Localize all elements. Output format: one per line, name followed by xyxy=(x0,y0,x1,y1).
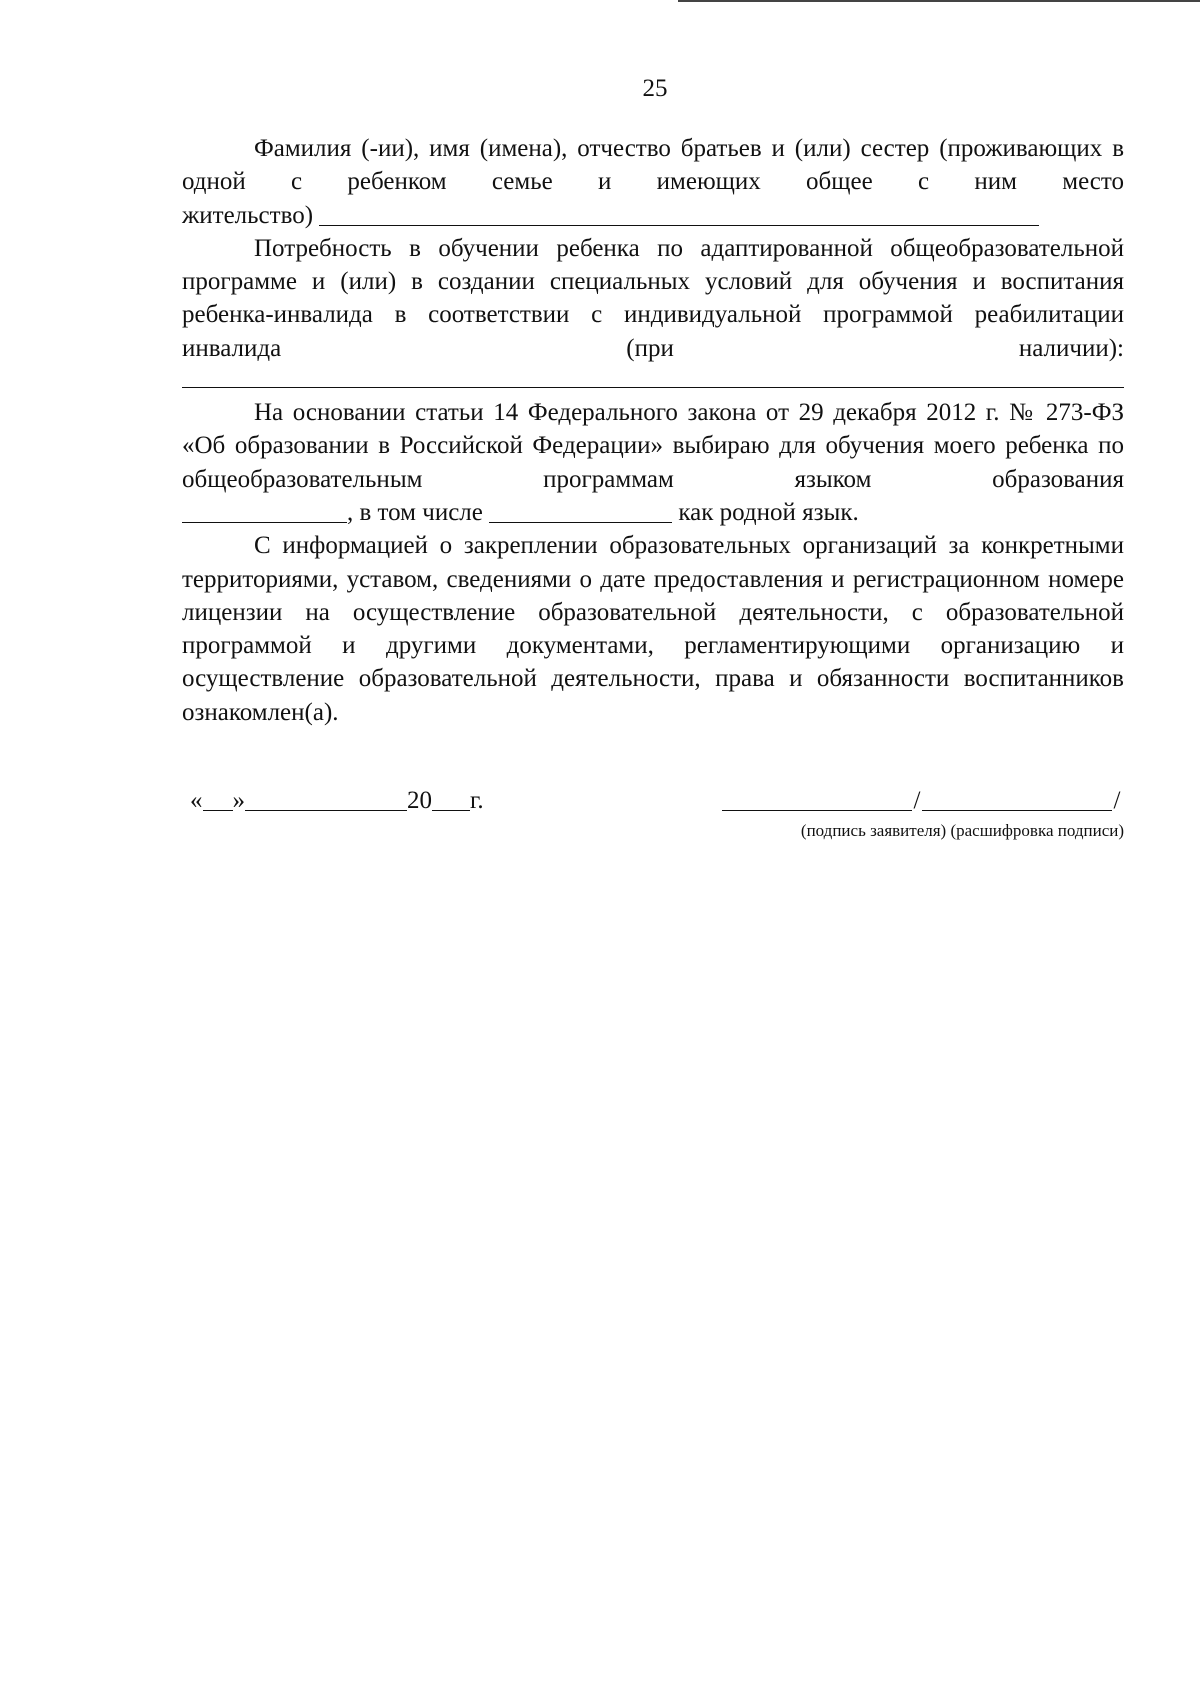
year-field[interactable] xyxy=(432,786,470,811)
signature-field[interactable] xyxy=(722,786,912,811)
language-mid-text: , в том числе xyxy=(347,498,483,526)
date-close-quote: » xyxy=(232,787,245,814)
info-paragraph: С информацией о закреплении образовательных организаций за конкретными территориями, уставом, сведениями о дате предоставления и регистрационном номере лицензии на осуществление образовательной деятельности, с образовательной программой и другими документами, регламентирующими организацию и осуществление образовательной деятельности, права и обязанности воспитанников ознакомлен(а). xyxy=(182,532,1124,726)
signature-separator: / xyxy=(913,787,921,814)
language-paragraph: На основании статьи 14 Федерального закона от 29 декабря 2012 г. № 273-ФЗ «Об образовании в Российской Федерации» выбираю для обучения моего ребенка по общеобразовательным программам языком образования xyxy=(182,399,1124,493)
page-number: 25 xyxy=(642,75,668,102)
education-language-field[interactable] xyxy=(182,498,347,523)
siblings-paragraph: Фамилия (-ии), имя (имена), отчество братьев и (или) сестер (проживающих в одной с ребенком семье и имеющих общее с ним место xyxy=(182,135,1124,196)
siblings-paragraph-end xyxy=(182,199,1124,232)
siblings-label: жительство) xyxy=(182,201,314,229)
signature-caption: (подпись заявителя) (расшифровка подписи) xyxy=(800,821,1124,840)
needs-paragraph: Потребность в обучении ребенка по адаптированной общеобразовательной программе и (или) в создании специальных условий для обучения и воспитания ребенка-инвалида в соответствии с индивидуальной программой реабилитации инвалида (при наличии): xyxy=(182,234,1124,362)
signature-end-separator: / xyxy=(1113,787,1121,814)
month-field[interactable] xyxy=(245,786,407,811)
needs-field[interactable] xyxy=(182,365,1124,388)
language-end-text: как родной язык. xyxy=(678,498,859,526)
document-body xyxy=(182,132,1124,729)
date-line xyxy=(190,784,484,818)
language-paragraph-end xyxy=(182,496,1124,529)
signature-line xyxy=(722,784,1122,818)
scan-edge-line xyxy=(678,0,1200,2)
native-language-field[interactable] xyxy=(489,498,672,523)
year-suffix: г. xyxy=(470,787,484,814)
date-open-quote: « xyxy=(190,787,203,814)
year-prefix: 20 xyxy=(407,787,432,814)
day-field[interactable] xyxy=(203,786,233,811)
siblings-field[interactable] xyxy=(319,201,1039,226)
signature-decoding-field[interactable] xyxy=(922,786,1112,811)
